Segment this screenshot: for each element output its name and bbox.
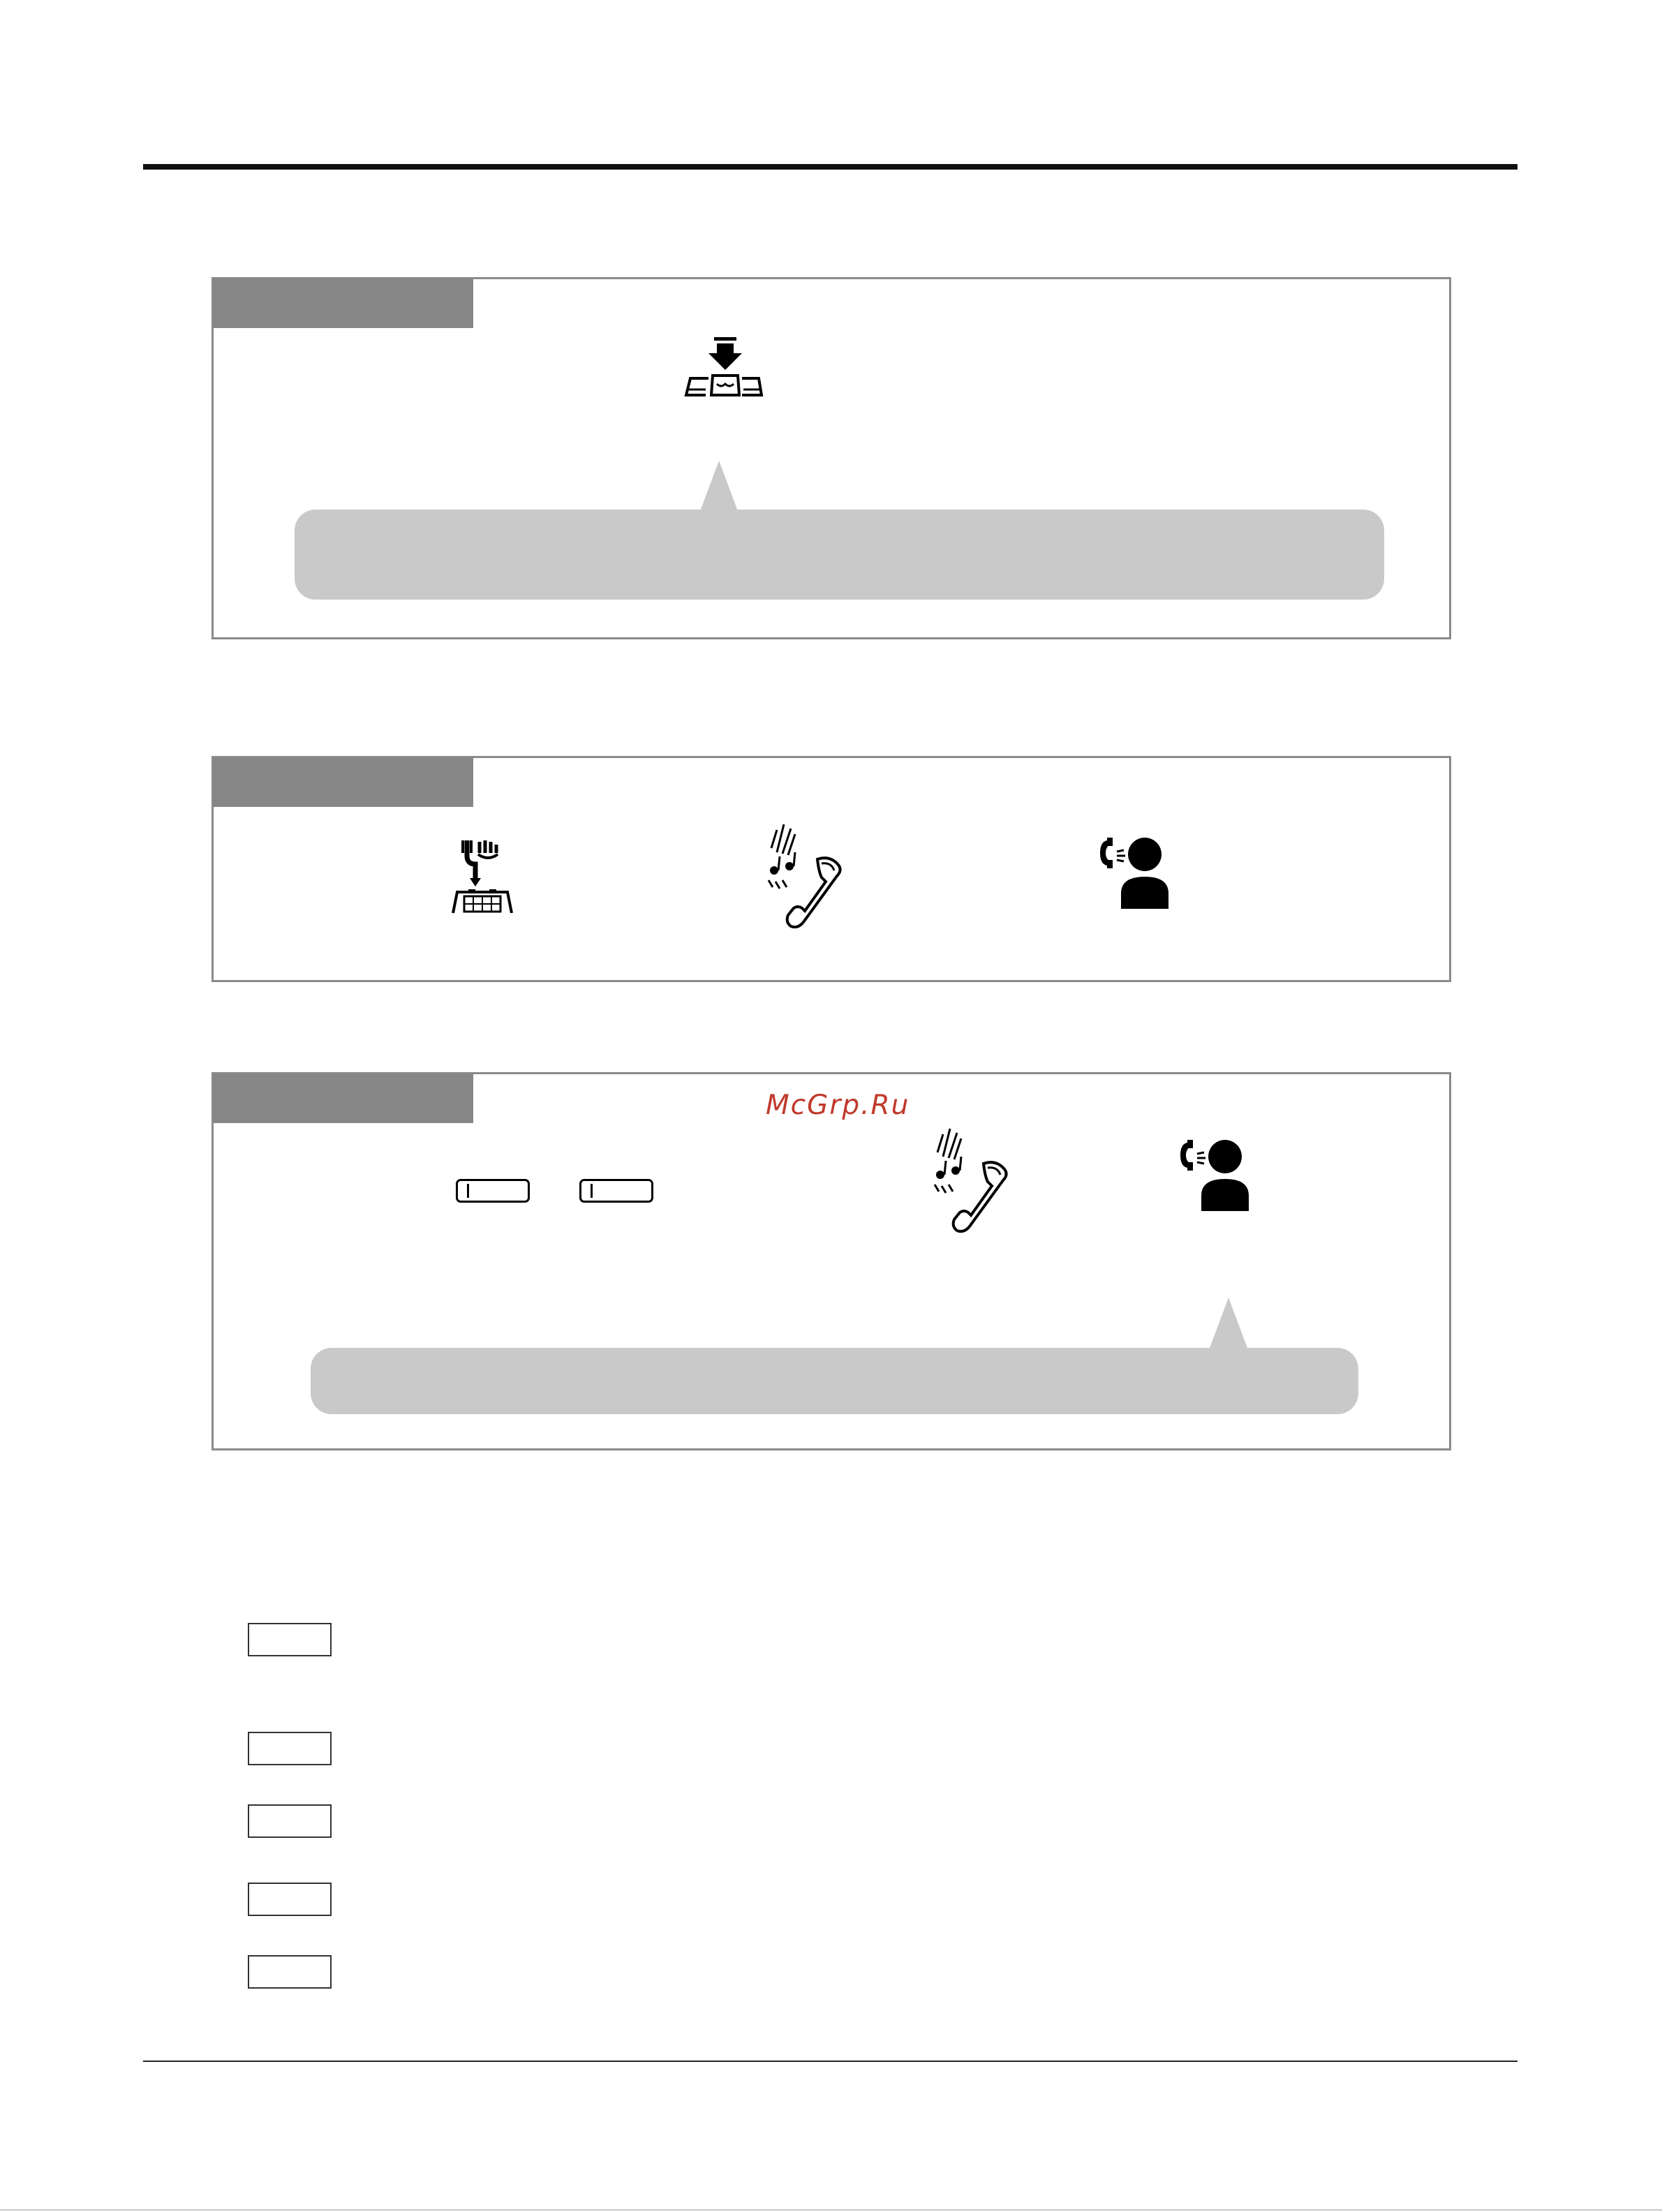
reference-box-1	[248, 1623, 332, 1656]
reference-box-4	[248, 1883, 332, 1916]
panel-tab	[214, 1074, 473, 1123]
header-rule	[143, 164, 1518, 170]
feature-key-icon	[456, 1179, 530, 1203]
ringback-tone-icon	[928, 1108, 1018, 1237]
footer-rule	[143, 2061, 1518, 2062]
ringback-tone-icon	[762, 803, 852, 933]
panel-tab	[214, 758, 473, 807]
press-button-icon	[678, 335, 769, 408]
watermark: McGrp.Ru	[766, 1090, 910, 1121]
procedure-panel-1	[212, 277, 1451, 639]
reference-box-3	[248, 1804, 332, 1838]
talk-icon	[1097, 833, 1174, 910]
reference-box-2	[248, 1732, 332, 1765]
procedure-panel-3	[212, 1072, 1451, 1450]
procedure-panel-2	[212, 756, 1451, 982]
callout-pointer	[700, 461, 738, 511]
off-hook-dial-icon	[447, 836, 517, 916]
talk-icon	[1178, 1136, 1254, 1212]
callout-bubble	[295, 510, 1384, 600]
feature-key-icon	[579, 1179, 653, 1203]
callout-bubble	[311, 1348, 1358, 1414]
reference-box-5	[248, 1955, 332, 1989]
page-edge-rule	[0, 2209, 1662, 2211]
panel-tab	[214, 279, 473, 328]
callout-pointer	[1210, 1298, 1247, 1348]
